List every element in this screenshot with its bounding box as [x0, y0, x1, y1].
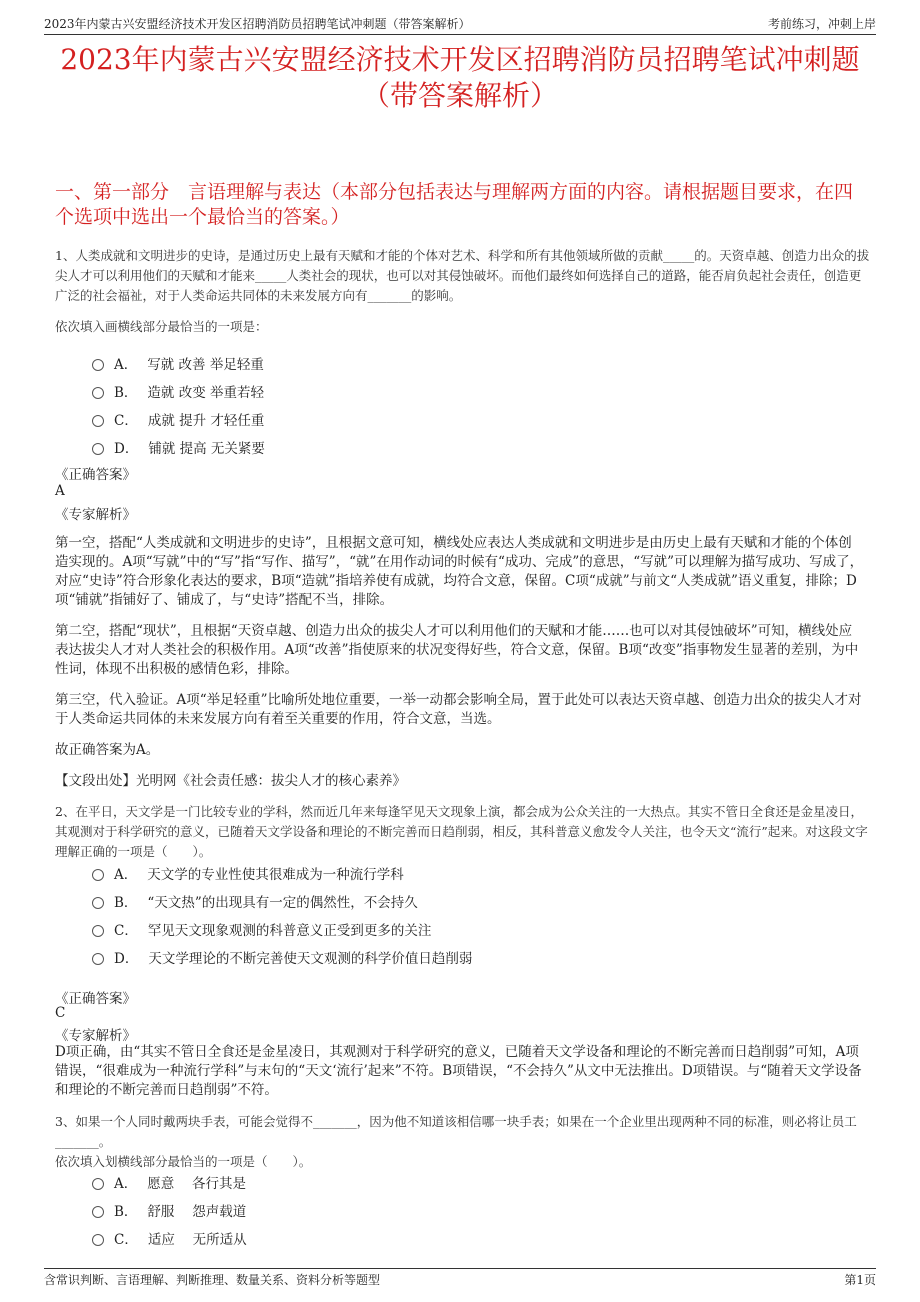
- option-text: 造就 改变 举重若轻: [147, 385, 265, 401]
- option-letter: A．: [114, 867, 138, 883]
- option-letter: C．: [114, 1232, 138, 1248]
- q3-options: [92, 1168, 247, 1252]
- option-text: 适应 无所适从: [147, 1232, 247, 1248]
- q3-prompt: 依次填入划横线部分最恰当的一项是（ ）。: [55, 1154, 312, 1169]
- q1-options: [92, 349, 265, 461]
- radio-icon[interactable]: [92, 415, 104, 427]
- q1-option-a[interactable]: [92, 349, 265, 377]
- option-text: 成就 提升 才轻任重: [147, 413, 265, 429]
- option-letter: C．: [114, 923, 138, 939]
- footer-rule: [44, 1268, 876, 1269]
- page-header: [44, 12, 876, 32]
- option-letter: C．: [114, 413, 138, 429]
- q1-prompt: 依次填入画横线部分最恰当的一项是：: [55, 319, 268, 334]
- option-text: 天文学的专业性使其很难成为一种流行学科: [147, 867, 404, 883]
- radio-icon[interactable]: [92, 1234, 104, 1246]
- document-title: 2023年内蒙古兴安盟经济技术开发区招聘消防员招聘笔试冲刺题（带答案解析）: [60, 43, 860, 112]
- q3-option-c[interactable]: [92, 1224, 247, 1252]
- section-heading: 一、第一部分 言语理解与表达（本部分包括表达与理解两方面的内容。请根据题目要求，在四个选项中选出一个最恰当的答案。）: [55, 181, 854, 228]
- option-text: 写就 改善 举足轻重: [147, 357, 264, 373]
- q1-option-d[interactable]: [92, 433, 265, 461]
- option-letter: B．: [114, 1204, 138, 1220]
- radio-icon[interactable]: [92, 897, 104, 909]
- analysis-paragraph: 故正确答案为A。: [55, 742, 160, 758]
- page-footer: [44, 1271, 876, 1288]
- q1-answer-label: 《正确答案》: [55, 467, 136, 483]
- q3-option-a[interactable]: [92, 1168, 247, 1196]
- analysis-paragraph: 第二空，搭配“现状”，且根据“天资卓越、创造力出众的拔尖人才可以利用他们的天赋和才能……也可以对其侵蚀破坏”可知，横线处应表达拔尖人才对人类社会的积极作用。A项“改善”指使原来的状况变得好些，符合文意，保留。B项“改变”指事物发生显著的差别，为中性词，体现不出积极的感情色彩，排除。: [55, 623, 859, 677]
- radio-icon[interactable]: [92, 443, 104, 455]
- radio-icon[interactable]: [92, 1206, 104, 1218]
- option-letter: B．: [114, 895, 138, 911]
- option-text: 天文学理论的不断完善使天文观测的科学价值日趋削弱: [148, 951, 473, 967]
- q1-option-c[interactable]: [92, 405, 265, 433]
- q1-analysis: [55, 534, 865, 803]
- header-left-text: 2023年内蒙古兴安盟经济技术开发区招聘消防员招聘笔试冲刺题（带答案解析）: [44, 17, 471, 31]
- q2-answer-label: 《正确答案》: [55, 991, 136, 1007]
- option-text: 舒服 怨声载道: [147, 1204, 247, 1220]
- q2-answer: C: [55, 1005, 66, 1021]
- option-letter: B．: [114, 385, 138, 401]
- q2-options: [92, 859, 472, 971]
- q2-option-b[interactable]: [92, 887, 472, 915]
- q1-stem: 1、人类成就和文明进步的史诗，是通过历史上最有天赋和才能的个体对艺术、科学和所有其他领域所做的贡献_____的。天资卓越、创造力出众的拔尖人才可以利用他们的天赋和才能来_____人类社会的现状，也可以对其侵蚀破坏。而他们最终如何选择自己的道路，能否肩负起社会责任，创造更广泛的社会福祉，对于人类命运共同体的未来发展方向有_______的影响。: [55, 248, 870, 303]
- radio-icon[interactable]: [92, 359, 104, 371]
- option-text: 铺就 提高 无关紧要: [148, 441, 265, 457]
- option-text: “天文热”的出现具有一定的偶然性，不会持久: [147, 895, 418, 911]
- q3-option-b[interactable]: [92, 1196, 247, 1224]
- q3-stem: 3、如果一个人同时戴两块手表，可能会觉得不_______，因为他不知道该相信哪一块手表；如果在一个企业里出现两种不同的标准，则必将让员工_______。: [55, 1114, 857, 1149]
- radio-icon[interactable]: [92, 869, 104, 881]
- option-text: 愿意 各行其是: [147, 1176, 247, 1192]
- q1-analysis-label: 《专家解析》: [55, 507, 136, 523]
- option-letter: D．: [114, 441, 139, 457]
- radio-icon[interactable]: [92, 953, 104, 965]
- q2-option-c[interactable]: [92, 915, 472, 943]
- option-text: 罕见天文现象观测的科普意义正受到更多的关注: [147, 923, 432, 939]
- footer-left-text: 含常识判断、言语理解、判断推理、数量关系、资料分析等题型: [44, 1273, 381, 1287]
- analysis-source: 【文段出处】光明网《社会责任感：拔尖人才的核心素养》: [55, 773, 406, 789]
- header-right-text: 考前练习，冲刺上岸: [767, 17, 876, 31]
- option-letter: A．: [114, 1176, 138, 1192]
- page-number: 第1页: [844, 1273, 876, 1287]
- analysis-paragraph: 第一空，搭配“人类成就和文明进步的史诗”，且根据文意可知，横线处应表达人类成就和文明进步是由历史上最有天赋和才能的个体创造实现的。A项“写就”中的“写”指“写作、描写”，“就”在用作动词的时候有“成功、完成”的意思，“写就”可以理解为描写成功、写成了，对应“史诗”符合形象化表达的要求，B项“造就”指培养使有成就，均符合文意，保留。C项“成就”与前文“人类成就”语义重复，排除；D项“铺就”指铺好了、铺成了，与“史诗”搭配不当，排除。: [55, 535, 864, 608]
- radio-icon[interactable]: [92, 1178, 104, 1190]
- q2-option-a[interactable]: [92, 859, 472, 887]
- q2-analysis: D项正确，由“其实不管日全食还是金星凌日，其观测对于科学研究的意义，已随着天文学设备和理论的不断完善而日趋削弱”可知，A项错误，“很难成为一种流行学科”与末句的“天文‘流行’起来”不符。B项错误，“不会持久”从文中无法推出。D项错误。与“随着天文学设备和理论的不断完善而日趋削弱”不符。: [55, 1044, 862, 1098]
- analysis-paragraph: 第三空，代入验证。A项“举足轻重”比喻所处地位重要，一举一动都会影响全局，置于此处可以表达天资卓越、创造力出众的拔尖人才对于人类命运共同体的未来发展方向有着至关重要的作用，符合文意，当选。: [55, 692, 862, 727]
- radio-icon[interactable]: [92, 387, 104, 399]
- option-letter: A．: [114, 357, 138, 373]
- radio-icon[interactable]: [92, 925, 104, 937]
- q2-option-d[interactable]: [92, 943, 472, 971]
- q2-stem: 2、在平日，天文学是一门比较专业的学科，然而近几年来每逢罕见天文现象上演，都会成为公众关注的一大热点。其实不管日全食还是金星凌日，其观测对于科学研究的意义，已随着天文学设备和理论的不断完善而日趋削弱，相反，其科普意义愈发令人关注，也令天文“流行”起来。对这段文字理解正确的一项是（ ）。: [55, 804, 868, 859]
- q1-option-b[interactable]: [92, 377, 265, 405]
- q1-answer: A: [55, 483, 65, 499]
- q2-analysis-label: 《专家解析》: [55, 1028, 136, 1044]
- option-letter: D．: [114, 951, 139, 967]
- header-rule: [44, 34, 876, 35]
